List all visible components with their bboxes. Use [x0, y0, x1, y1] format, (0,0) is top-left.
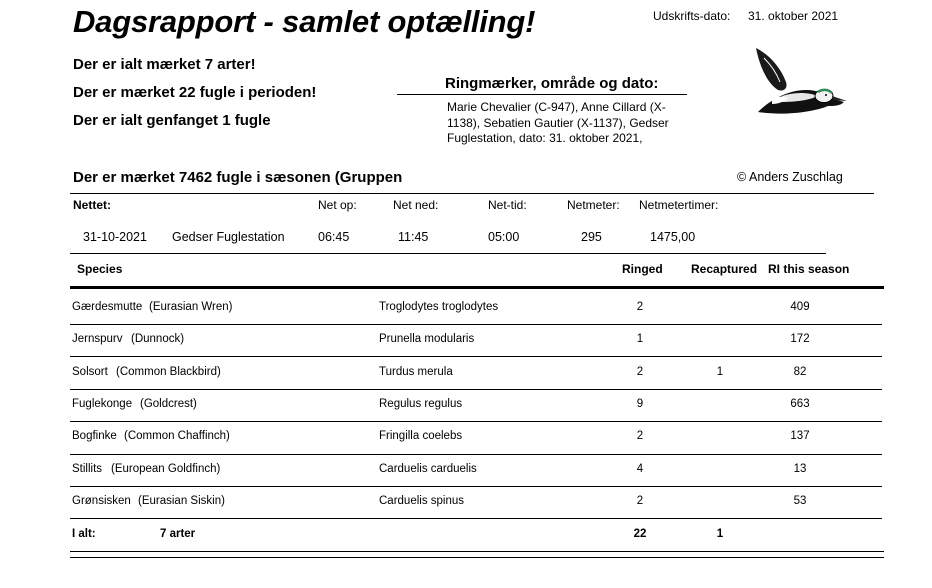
season-count: 663 [790, 398, 810, 410]
page-title: Dagsrapport - samlet optælling! [73, 4, 536, 39]
netmeter-value: 295 [581, 230, 602, 244]
species-english: (Common Blackbird) [116, 366, 221, 378]
species-english: (Eurasian Wren) [149, 301, 233, 313]
ringed-count: 2 [636, 366, 644, 378]
season-count: 82 [793, 366, 807, 378]
net-ned-label: Net ned: [393, 198, 439, 212]
row-divider [70, 454, 882, 455]
species-name: Stillits [72, 463, 103, 475]
species-latin: Troglodytes troglodytes [379, 301, 499, 313]
species-name: Grønsisken [72, 495, 131, 507]
net-location: Gedser Fuglestation [172, 230, 285, 244]
total-recaptured: 1 [716, 528, 724, 540]
species-latin: Fringilla coelebs [379, 430, 463, 442]
species-latin: Carduelis spinus [379, 495, 465, 507]
col-ringed-header: Ringed [622, 262, 663, 276]
ringer-details: Marie Chevalier (C-947), Anne Cillard (X-1138), Sebatien Gautier (X-1137), Gedser Fuglestation, dato: 31. oktober 2021, [447, 100, 669, 145]
total-species: 7 arter [160, 528, 196, 540]
species-english: (European Goldfinch) [111, 463, 221, 475]
species-name: Gærdesmutte [72, 301, 143, 313]
net-tid-label: Net-tid: [488, 198, 527, 212]
net-op-value: 06:45 [318, 230, 350, 244]
ringed-count: 2 [636, 495, 644, 507]
print-date-label: Udskrifts-dato: [653, 9, 731, 23]
net-ned-value: 11:45 [398, 230, 429, 244]
species-latin: Prunella modularis [379, 333, 475, 345]
netmeter-label: Netmeter: [567, 198, 620, 212]
netmetertimer-value: 1475,00 [650, 230, 696, 244]
col-season-header: RI this season [768, 262, 850, 276]
species-english: (Dunnock) [131, 333, 185, 345]
total-ringed: 22 [633, 528, 647, 540]
species-name: Solsort [72, 366, 108, 378]
col-species-header: Species [77, 262, 123, 276]
col-recaptured-header: Recaptured [691, 262, 758, 276]
eider-duck-icon [748, 46, 850, 118]
recaptured-count: 1 [716, 366, 724, 378]
species-english: (Eurasian Siskin) [138, 495, 225, 507]
footer-rule-2 [70, 557, 884, 558]
season-count: 137 [790, 430, 810, 442]
ringed-count: 2 [636, 430, 644, 442]
row-divider [70, 389, 882, 390]
footer-rule-1 [70, 551, 884, 552]
recaptured-text: Der er ialt genfanget 1 fugle [73, 112, 271, 129]
ringer-heading: Ringmærker, område og dato: [445, 75, 659, 92]
species-name: Bogfinke [72, 430, 117, 442]
species-name: Fuglekonge [72, 398, 133, 410]
row-divider [70, 486, 882, 487]
species-latin: Regulus regulus [379, 398, 463, 410]
netmetertimer-label: Netmetertimer: [639, 198, 719, 212]
row-divider [70, 356, 882, 357]
net-tid-value: 05:00 [488, 230, 520, 244]
divider-net [70, 253, 826, 254]
species-latin: Carduelis carduelis [379, 463, 477, 475]
ringed-count: 1 [636, 333, 644, 345]
ringed-count: 2 [636, 301, 644, 313]
season-count: 172 [790, 333, 810, 345]
total-label: I alt: [72, 528, 96, 540]
print-date-value: 31. oktober 2021 [748, 9, 839, 23]
species-latin: Turdus merula [379, 366, 453, 378]
season-count: 409 [790, 301, 810, 313]
row-divider [70, 324, 882, 325]
divider-top [70, 193, 874, 194]
row-divider [70, 421, 882, 422]
birds-period-text: Der er mærket 22 fugle i perioden! [73, 84, 317, 101]
copyright-text: © Anders Zuschlag [737, 170, 843, 184]
species-english: (Common Chaffinch) [124, 430, 230, 442]
species-count-text: Der er ialt mærket 7 arter! [73, 56, 256, 73]
ringer-underline [397, 94, 687, 95]
net-label: Nettet: [73, 198, 111, 212]
species-name: Jernspurv [72, 333, 123, 345]
species-english: (Goldcrest) [140, 398, 197, 410]
net-op-label: Net op: [318, 198, 357, 212]
season-text: Der er mærket 7462 fugle i sæsonen (Gruppen [73, 169, 403, 186]
season-count: 53 [793, 495, 807, 507]
ringed-count: 9 [636, 398, 644, 410]
season-count: 13 [793, 463, 807, 475]
table-header-rule [70, 286, 884, 289]
row-divider [70, 518, 882, 519]
net-date: 31-10-2021 [83, 230, 147, 244]
ringed-count: 4 [636, 463, 644, 475]
